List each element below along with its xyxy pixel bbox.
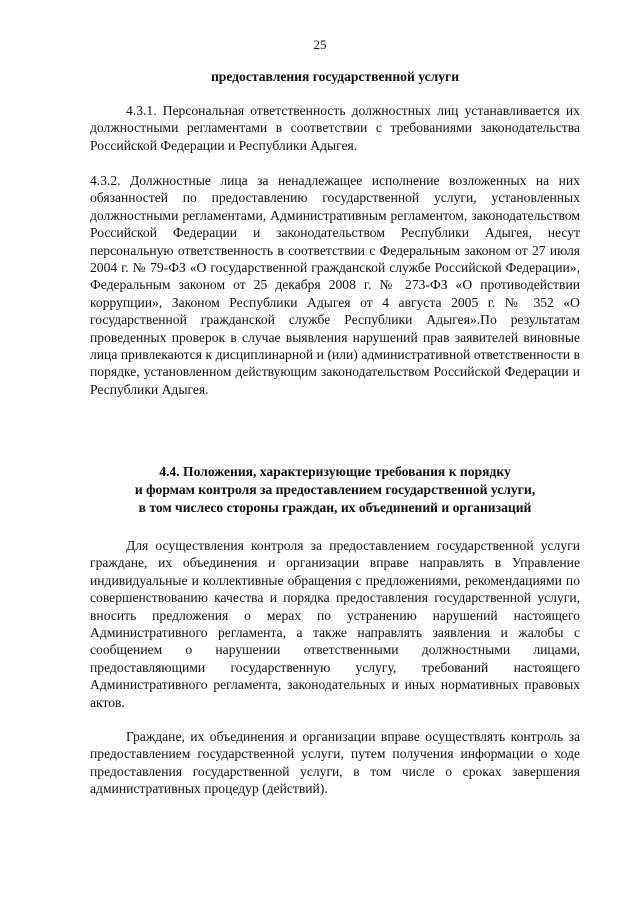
section-heading-continuation: предоставления государственной услуги	[210, 69, 460, 84]
page-number: 25	[313, 37, 327, 52]
section-heading-4-4-line-3: в том числесо стороны граждан, их объединений и организаций	[138, 500, 532, 515]
paragraph-4-3-2: 4.3.2. Должностные лица за ненадлежащее исполнение возложенных на них обязанностей по предоставлению государственной услуги, установленных должностными регламентами, Административным регламентом, законодательством Российской Федерации и законодательством Республики Адыгея, несут персональную ответственность в соответствии с Федеральным законом от 27 июля 2004 г. № 79-ФЗ «О государственной гражданской службе Российской Федерации», Федеральным законом от 25 декабря 2008 г. № 273-ФЗ «О противодействии коррупции», Законом Республики Адыгея от 4 августа 2005 г. № 352 «О государственной гражданской службе Республики Адыгея».По результатам проведенных проверок в случае выявления нарушений прав заявителей виновные лица привлекаются к дисциплинарной и (или) административной ответственности в порядке, установленном действующим законодательством Российской Федерации и Республики Адыгея.	[90, 173, 580, 397]
paragraph-control-2: Граждане, их объединения и организации вправе осуществлять контроль за предоставлением государственной услуги, путем получения информации о ходе предоставления государственной услуги, в том числе о сроках завершения административных процедур (действий).	[90, 729, 580, 797]
section-heading-4-4-line-1: 4.4. Положения, характеризующие требования к порядку	[159, 464, 511, 479]
paragraph-control-1: Для осуществления контроля за предоставлением государственной услуги граждане, их объединения и организации вправе направлять в Управление индивидуальные и коллективные обращения с предложениями, рекомендациями по совершенствованию качества и порядка предоставления государственной услуги, вносить предложения о мерах по устранению нарушений настоящего Административного регламента, а также направлять заявления и жалобы с сообщением о нарушении ответственными должностными лицами, предоставляющими государственную услугу, требований настоящего Административного регламента, законодательных и иных нормативных правовых актов.	[90, 538, 580, 710]
section-heading-4-4	[90, 463, 580, 517]
section-heading-4-4-line-2: и формам контроля за предоставлением государственной услуги,	[134, 482, 536, 497]
paragraph-4-3-1: 4.3.1. Персональная ответственность должностных лиц устанавливается их должностными регламентами в соответствии с требованиями законодательства Российской Федерации и Республики Адыгея.	[90, 103, 580, 153]
